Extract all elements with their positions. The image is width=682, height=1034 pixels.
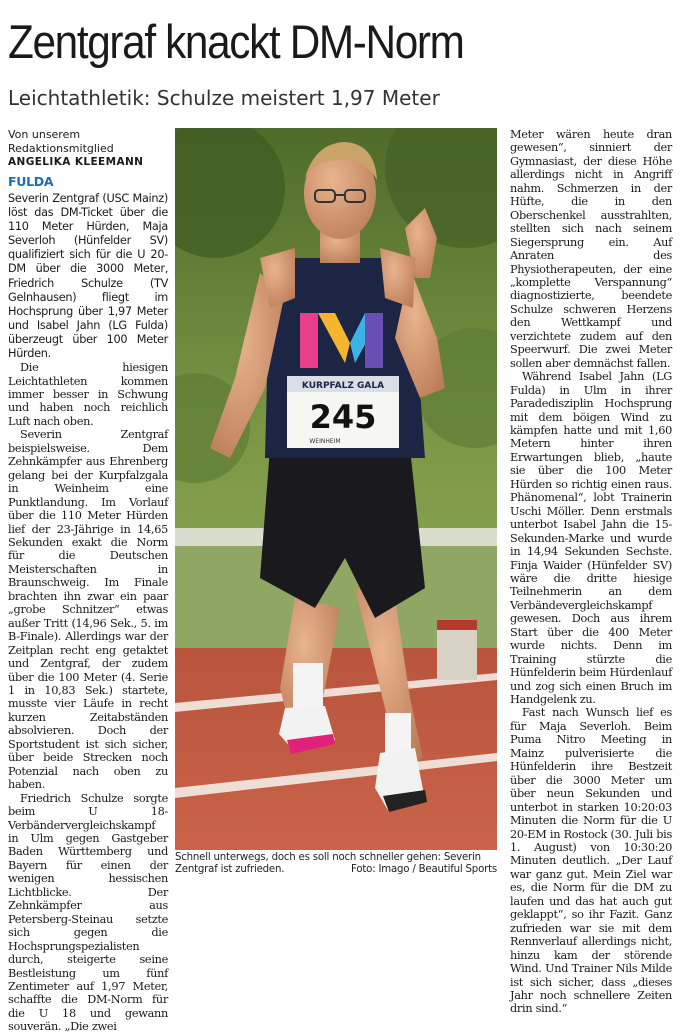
dateline: FULDA bbox=[8, 174, 54, 189]
bib-footer-text: WEINHEIM bbox=[309, 438, 341, 445]
body-paragraph: Meter wären heute dran gewesen“, sinniert der Gymnasiast, der diese Höhe allerdings nicht in Angriff nahm. Schmerzen in der Hüfte, die in den Oberschenkel ausstrahlten, stellten sich nach seinem Siegersprung ein. Auf Anraten des Physiotherapeuten, der eine „komplette Verspannung“ diagnostizierte, beendete Schulze schweren Herzens den Wettkampf und verzichtete zudem auf den Speerwurf. Die zwei Meter sollen aber demnächst fallen. bbox=[510, 128, 672, 370]
author-name: ANGELIKA KLEEMANN bbox=[8, 156, 144, 168]
race-bib bbox=[287, 376, 399, 448]
body-paragraph: Fast nach Wunsch lief es für Maja Severloh. Beim Puma Nitro Meeting in Mainz pulverisierte die Hünfelderin ihre Bestzeit über die 3000 Meter um über neun Sekunden und unterbot in starken 10:20:03 Minuten die Norm für die U 20-EM in Rostock (30. Juli bis 1. August) von 10:30:20 Minuten deutlich. „Der Lauf war ganz gut. Mein Ziel war es, die Norm für die DM zu laufen und das hat auch gut geklappt“, so ihr Fazit. Ganz zufrieden war sie mit dem Rennverlauf allerdings nicht, hinzu kam der störende Wind. Und Trainer Nils Milde ist sich sicher, dass „dieses Jahr noch schnellere Zeiten drin sind.“ bbox=[510, 706, 672, 1016]
headline: Zentgraf knackt DM-Norm bbox=[8, 15, 464, 68]
athlete-photo bbox=[175, 128, 497, 850]
body-paragraph: Während Isabel Jahn (LG Fulda) in Ulm in ihrer Paradedisziplin Hochsprung mit dem böigen Wind zu kämpfen hatte und mit 1,60 Metern hinter ihren Erwartungen blieb, „haute sie über die 100 Meter Hürden so richtig einen raus. Phänomenal“, lobt Trainerin Uschi Möller. Denn erstmals unterbot Isabel Jahn die 15-Sekunden-Marke und wurde in 14,94 Sekunden Sechste. Finja Waider (Hünfelder SV) wäre die dritte hiesige Teilnehmerin an dem Verbändevergleichskampf gewesen. Doch aus ihrem Start über die 400 Meter wurde nichts. Denn im Training stürzte die Hünfelderin beim Hürdenlauf und zog sich einen Bruch im Handgelenk zu. bbox=[510, 370, 672, 707]
body-paragraph: Severin Zentgraf beispielsweise. Dem Zehnkämpfer aus Ehrenberg gelang bei der Kurpfalzgala in Weinheim eine Punktlandung. Im Vorlauf über die 110 Meter Hürden lief der 23-Jährige in 14,65 Sekunden exakt die Norm für die Deutschen Meisterschaften in Braunschweig. Im Finale brachten ihn zwar ein paar „grobe Schnitzer“ etwas außer Tritt (14,96 Sek., 5. im B-Finale). Allerdings war der Zeitplan recht eng getaktet und Zentgraf, der zudem über die 100 Meter (4. Serie 1 in 10,83 Sek.) startete, musste vier Läufe in recht kurzen Zeitabständen absolvieren. Doch der Sportstudent ist sich sicher, über beide Strecken noch Potenzial nach oben zu haben. bbox=[8, 428, 168, 792]
body-paragraph: Die hiesigen Leichtathleten kommen immer besser in Schwung und haben noch reichlich Luft nach oben. bbox=[8, 361, 168, 428]
byline-line-2: Redaktionsmitglied bbox=[8, 141, 114, 155]
body-paragraph: Friedrich Schulze sorgte beim U 18-Verbändervergleichskampf in Ulm gegen Gastgeber Baden Württemberg und Bayern für einen der wenigen hessischen Lichtblicke. Der Zehnkämpfer aus Petersberg-Steinau setzte sich gegen die Hochsprungspezialisten durch, steigerte seine Bestleistung um fünf Zentimeter auf 1,97 Meter, schaffte die DM-Norm für die U 18 und gewann souverän. „Die zwei bbox=[8, 791, 168, 1034]
photo-caption bbox=[175, 852, 497, 876]
article-column-1 bbox=[8, 128, 168, 1034]
caption-text: Schnell unterwegs, doch es soll noch schneller gehen: Severin Zentgraf ist zufrieden. bbox=[175, 852, 481, 876]
article-column-3 bbox=[510, 128, 672, 1016]
subheadline: Leichtathletik: Schulze meistert 1,97 Meter bbox=[8, 86, 440, 110]
byline-line-1: Von unserem bbox=[8, 128, 81, 141]
photo-credit: Foto: Imago / Beautiful Sports bbox=[351, 864, 497, 876]
bib-number: 245 bbox=[309, 398, 377, 436]
athlete-photo-illustration bbox=[175, 128, 497, 850]
bib-banner-text: KURPFALZ GALA bbox=[301, 381, 385, 391]
intro-paragraph: Severin Zentgraf (USC Mainz) löst das DM-Ticket über die 110 Meter Hürden, Maja Severloh (Hünfelder SV) qualifiziert sich für die U 20-DM über die 3000 Meter, Friedrich Schulze (TV Gelnhausen) fliegt im Hochsprung über 1,97 Meter und Isabel Jahn (LG Fulda) überzeugt über 100 Meter Hürden. bbox=[8, 192, 168, 361]
